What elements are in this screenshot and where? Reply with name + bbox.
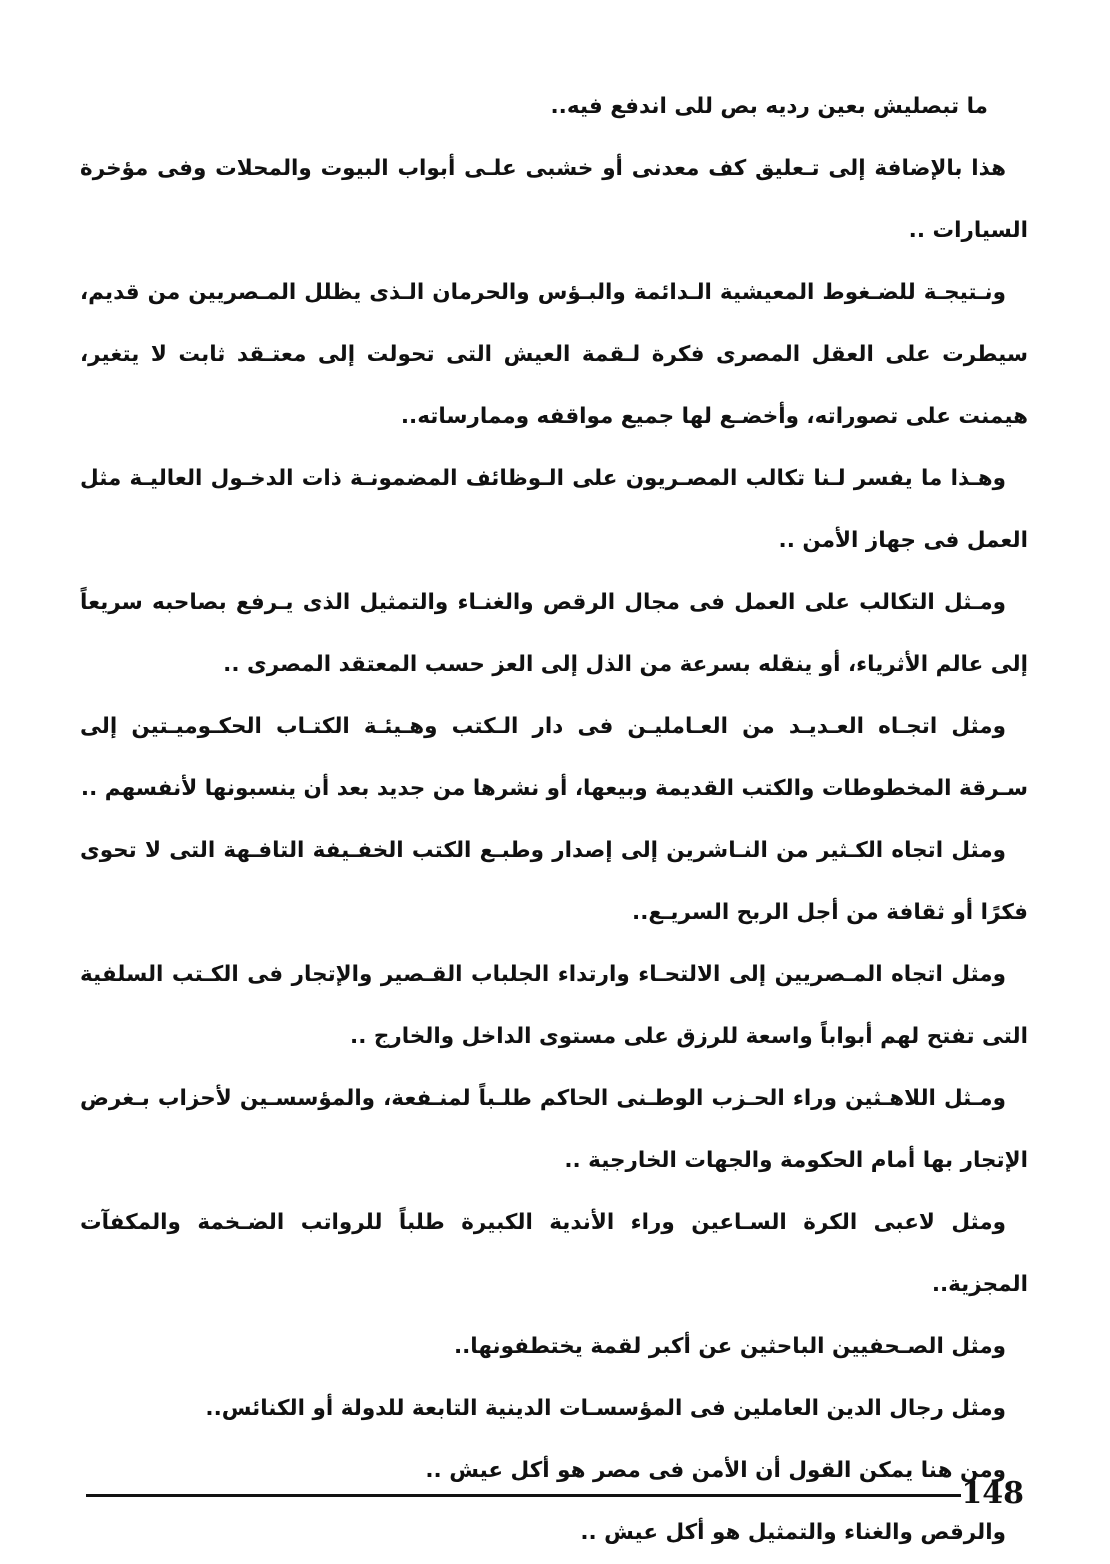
paragraph-8: ومثل اتجاه المـصريين إلى الالتحـاء وارتداء الجلباب القـصير والإتجار فى الكـتب السلفية التى تفتح لهم أبواباً واسعة للرزق على مستوى الداخل والخارج .. [80, 962, 1028, 1049]
paragraph-13: ومن هنا يمكن القول أن الأمن فى مصر هو أكل عيش .. [425, 1458, 1006, 1483]
body-text [80, 76, 1028, 1564]
paragraph-2: هذا بالإضافة إلى تـعليق كف معدنى أو خشبى علـى أبواب البيوت والمحلات وفى مؤخرة السيارات .. [80, 156, 1028, 243]
paragraph-6: ومثل اتجـاه العـديـد من العـامليـن فى دار الـكتب وهـيئـة الكتـاب الحكـوميـتين إلى سـرقة المخطوطات والكتب القديمة وبيعها، أو نشرها من جديد بعد أن ينسبونها لأنفسهم .. [80, 714, 1028, 801]
paragraph-12: ومثل رجال الدين العاملين فى المؤسسـات الدينية التابعة للدولة أو الكنائس.. [205, 1396, 1006, 1421]
paragraph-11: ومثل الصـحفيين الباحثين عن أكبر لقمة يختطفونها.. [453, 1334, 1006, 1359]
paragraph-1: ما تبصليش بعين رديه بص للى اندفع فيه.. [550, 94, 988, 119]
paragraph-9: ومـثل اللاهـثين وراء الحـزب الوطـنى الحاكم طلـباً لمنـفعة، والمؤسسـين لأحزاب بـغرض الإتجار بها أمام الحكومة والجهات الخارجية .. [80, 1086, 1028, 1173]
footer-rule [86, 1494, 961, 1497]
paragraph-4: وهـذا ما يفسر لـنا تكالب المصـريون على الـوظائف المضمونـة ذات الدخـول العاليـة مثل العمل فى جهاز الأمن .. [80, 466, 1028, 553]
paragraph-7: ومثل اتجاه الكـثير من النـاشرين إلى إصدار وطبـع الكتب الخفـيفة التافـهة التى لا تحوى فكرًا أو ثقافة من أجل الربح السريـع.. [80, 838, 1028, 925]
paragraph-14: والرقص والغناء والتمثيل هو أكل عيش .. [580, 1520, 1006, 1545]
paragraph-10: ومثل لاعبى الكرة السـاعين وراء الأندية الكبيرة طلباً للرواتب الضـخمة والمكفآت المجزية.. [80, 1210, 1028, 1297]
paragraph-5: ومـثل التكالب على العمل فى مجال الرقص والغنـاء والتمثيل الذى يـرفع بصاحبه سريعاً إلى عالم الأثرياء، أو ينقله بسرعة من الذل إلى العز حسب المعتقد المصرى .. [80, 590, 1028, 677]
page-number: 148 [961, 1476, 1024, 1511]
paragraph-3: ونـتيجـة للضـغوط المعيشية الـدائمة والبـؤس والحرمان الـذى يظلل المـصريين من قديم، سيطرت على العقل المصرى فكرة لـقمة العيش التى تحولت إلى معتـقد ثابت لا يتغير، هيمنت على تصوراته، وأخضـع لها جميع مواقفه وممارساته.. [80, 280, 1028, 429]
